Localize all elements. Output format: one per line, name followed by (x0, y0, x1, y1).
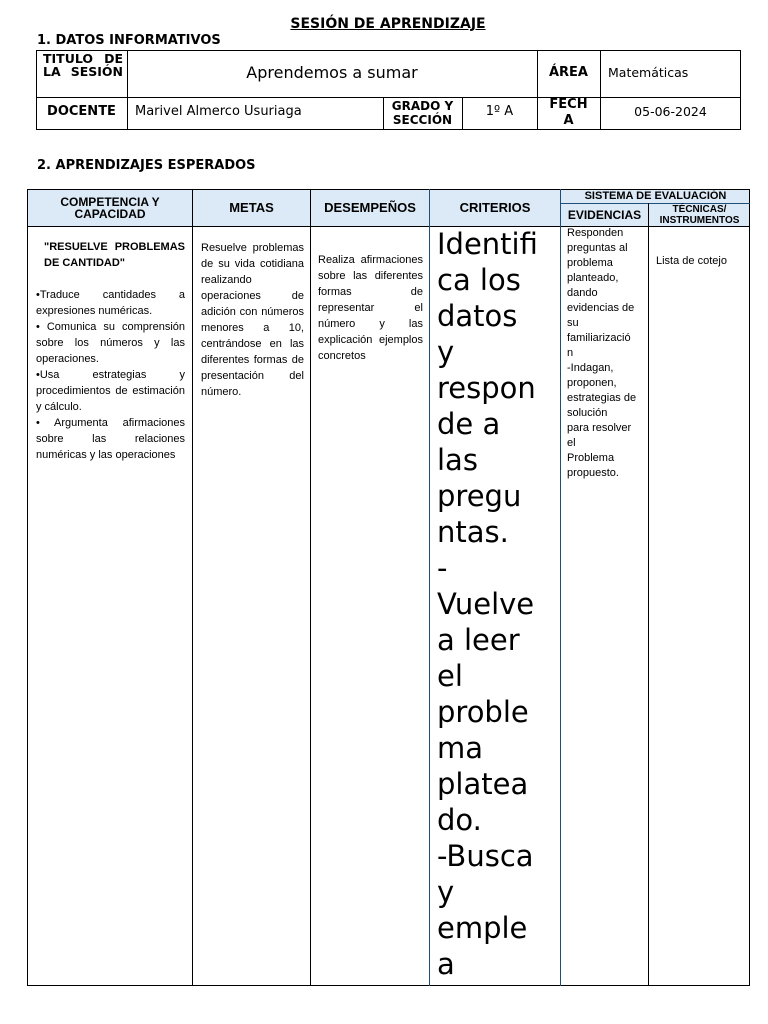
header-desempenos: DESEMPEÑOS (324, 200, 416, 215)
docente-label: DOCENTE (47, 104, 116, 119)
criterios-line: pregu (437, 479, 522, 513)
grado-value: 1º A (485, 104, 514, 119)
competencia-item: •Traduce cantidades a expresiones numéricas. (36, 289, 185, 317)
criterios-line: y (437, 875, 455, 909)
evidencias-line: Problema (567, 452, 615, 464)
evidencias-line: planteado, (567, 272, 619, 284)
column-divider (310, 189, 311, 986)
area-value: Matemáticas (608, 65, 689, 80)
criterios-line: a leer (437, 623, 520, 657)
instrumentos-text: Lista de cotejo (656, 255, 727, 267)
datos-row-divider (36, 97, 741, 98)
criterios-line: de a (437, 407, 501, 441)
column-divider (192, 189, 193, 986)
evidencias-line: evidencias de (567, 302, 635, 314)
evidencias-line: proponen, (567, 377, 617, 389)
criterios-line: -Busca (437, 839, 534, 873)
competencia-item: • Argumenta afirmaciones sobre las relaciones numéricas y las operaciones (36, 417, 185, 461)
criterios-line: las (437, 443, 478, 477)
criterios-line: ntas. (437, 515, 509, 549)
evidencias-line: estrategias de (567, 392, 637, 404)
evidencias-line: preguntas al (567, 242, 628, 254)
evidencias-line: problema (567, 257, 613, 269)
fecha-label: FECH A (549, 97, 588, 128)
criterios-line: y (437, 335, 455, 369)
titulo-value: Aprendemos a sumar (246, 63, 418, 82)
fecha-value: 05-06-2024 (634, 104, 707, 119)
header-criterios: CRITERIOS (459, 200, 531, 215)
evidencias-line: familiarizació (567, 332, 631, 344)
section-heading-aprendizajes: 2. APRENDIZAJES ESPERADOS (37, 158, 256, 173)
evidencias-line: -Indagan, (567, 362, 614, 374)
criterios-line: datos (437, 299, 518, 333)
criterios-text (437, 226, 561, 982)
criterios-line: - (437, 551, 448, 585)
desempenos-text: Realiza afirmaciones sobre las diferentes formas de representar el número y las explicación ejemplos concretos (318, 254, 423, 362)
criterios-line: respon (437, 371, 536, 405)
criterios-line: emple (437, 911, 528, 945)
evidencias-line: propuesto. (567, 467, 619, 479)
section-heading-datos: 1. DATOS INFORMATIVOS (37, 33, 221, 48)
evidencias-line: su (567, 317, 579, 329)
competencia-list (36, 287, 185, 463)
datos-col-divider (127, 50, 128, 130)
criterios-line: ca los (437, 263, 521, 297)
criterios-line: ma (437, 731, 484, 765)
competencia-item: •Usa estrategias y procedimientos de estimación y cálculo. (36, 369, 185, 413)
criterios-line: do. (437, 803, 482, 837)
area-label: ÁREA (548, 65, 588, 80)
metas-text: Resuelve problemas de su vida cotidiana realizando operaciones de adición con números menores a 10, centrándose en las diferentes formas de presentación del número. (201, 242, 304, 398)
evidencias-line: Responden (567, 227, 624, 239)
criterios-line: proble (437, 695, 529, 729)
document-title: SESIÓN DE APRENDIZAJE (290, 16, 486, 32)
criterios-line: a (437, 947, 455, 981)
header-metas: METAS (229, 200, 274, 215)
docente-value: Marivel Almerco Usuriaga (135, 104, 302, 119)
column-divider (648, 203, 649, 986)
column-divider (429, 189, 430, 986)
criterios-line: el (437, 659, 463, 693)
evidencias-line: solución (567, 407, 608, 419)
evidencias-text (567, 226, 647, 481)
header-evidencias: EVIDENCIAS (567, 208, 642, 222)
competencia-item: • Comunica su comprensión sobre los números y las operaciones. (36, 321, 185, 365)
evidencias-line: dando (567, 287, 598, 299)
criterios-line: platea (437, 767, 529, 801)
competencia-title: "RESUELVE PROBLEMAS DE CANTIDAD" (44, 241, 185, 269)
header-competencia: COMPETENCIA Y CAPACIDAD (60, 195, 160, 221)
evidencias-line: el (567, 437, 576, 449)
header-tecnicas: TÉCNICAS/ INSTRUMENTOS (659, 203, 740, 226)
titulo-label: TITULO DE LA SESIÓN (43, 51, 123, 79)
grado-label: GRADO Y SECCIÓN (391, 99, 454, 127)
header-sistema-evaluacion: SISTEMA DE EVALUACIÓN (584, 190, 727, 202)
evidencias-line: para resolver (567, 422, 632, 434)
criterios-line: Identifi (437, 227, 538, 261)
evidencias-line: n (567, 347, 574, 359)
criterios-line: Vuelve (437, 587, 535, 621)
